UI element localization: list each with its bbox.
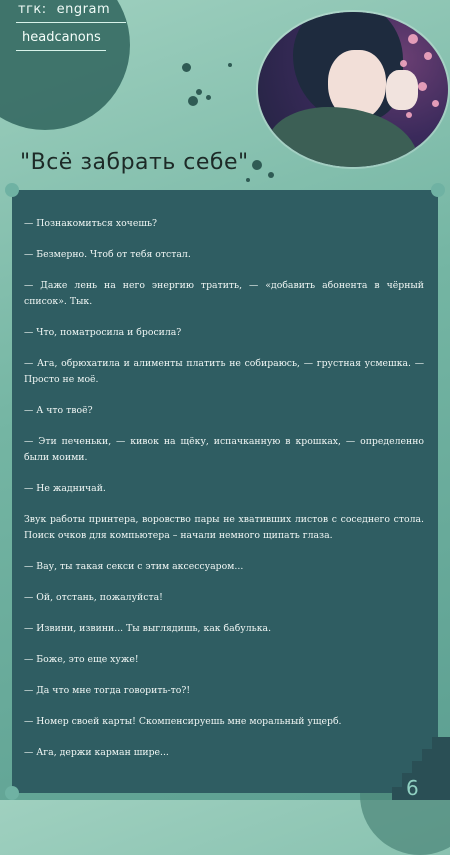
decorative-dot xyxy=(188,96,198,106)
dialogue-line: — Ой, отстань, пожалуйста! xyxy=(24,592,163,603)
stairs-icon xyxy=(392,725,450,800)
dialogue-line: — Что, поматросила и бросила? xyxy=(24,327,182,338)
blossom-icon xyxy=(400,60,407,67)
divider xyxy=(16,50,106,51)
dialogue-line: — Номер своей карты! Скомпенсируешь мне моральный ущерб. xyxy=(24,716,342,727)
decorative-dot xyxy=(182,63,191,72)
dialogue-line: — Познакомиться хочешь? xyxy=(24,218,158,229)
dialogue-line: — Ага, держи карман шире... xyxy=(24,747,169,758)
decorative-dot xyxy=(206,95,211,100)
blossom-icon xyxy=(432,100,439,107)
decorative-dot xyxy=(228,63,232,67)
dialogue-line: — Извини, извини... Ты выглядишь, как бабулька. xyxy=(24,623,272,634)
channel-tag-label: тгк: xyxy=(18,2,47,17)
decorative-dot xyxy=(252,160,262,170)
panel-corner xyxy=(5,786,19,800)
dialogue-line: — Вау, ты такая секси с этим аксессуаром... xyxy=(24,561,244,572)
blossom-icon xyxy=(418,82,427,91)
character-portrait xyxy=(258,12,448,167)
page-number: 6 xyxy=(406,776,419,800)
decorative-dot xyxy=(246,178,250,182)
dialogue-line: — Даже лень на него энергию тратить, — «добавить абонента в чёрный список». Тык. xyxy=(24,280,424,307)
divider xyxy=(16,22,126,23)
dialogue-line: — Боже, это еще хуже! xyxy=(24,654,139,665)
narration-paragraph: Звук работы принтера, воровство пары не хвативших листов с соседнего стола. Поиск очков для компьютера – начали немного щипать глаза. xyxy=(24,514,424,541)
dialogue-line: — А что твоё? xyxy=(24,405,93,416)
channel-subtitle: headcanons xyxy=(22,30,101,45)
dialogue-line: — Эти печеньки, — кивок на щёку, испачканную в крошках, — определенно были моими. xyxy=(24,436,424,463)
portrait-hand xyxy=(386,70,418,110)
panel-corner xyxy=(5,183,19,197)
blossom-icon xyxy=(406,112,412,118)
blossom-icon xyxy=(408,34,418,44)
dialogue-line: — Не жадничай. xyxy=(24,483,106,494)
blossom-icon xyxy=(424,52,432,60)
dialogue-line: — Да что мне тогда говорить-то?! xyxy=(24,685,191,696)
decorative-blob xyxy=(0,0,130,130)
channel-tag xyxy=(18,2,110,17)
dialogue-line: — Ага, обрюхатила и алименты платить не собираюсь, — грустная усмешка. — Просто не моё. xyxy=(24,358,424,385)
dialogue-text xyxy=(24,216,424,776)
portrait-robe xyxy=(268,107,418,167)
page-number-badge xyxy=(392,725,450,800)
decorative-dot xyxy=(268,172,274,178)
page-title: "Всё забрать себе" xyxy=(20,150,249,175)
text-panel xyxy=(12,190,438,793)
panel-corner xyxy=(431,183,445,197)
channel-tag-value: engram xyxy=(56,2,111,17)
dialogue-line: — Безмерно. Чтоб от тебя отстал. xyxy=(24,249,191,260)
decorative-dot xyxy=(196,89,202,95)
